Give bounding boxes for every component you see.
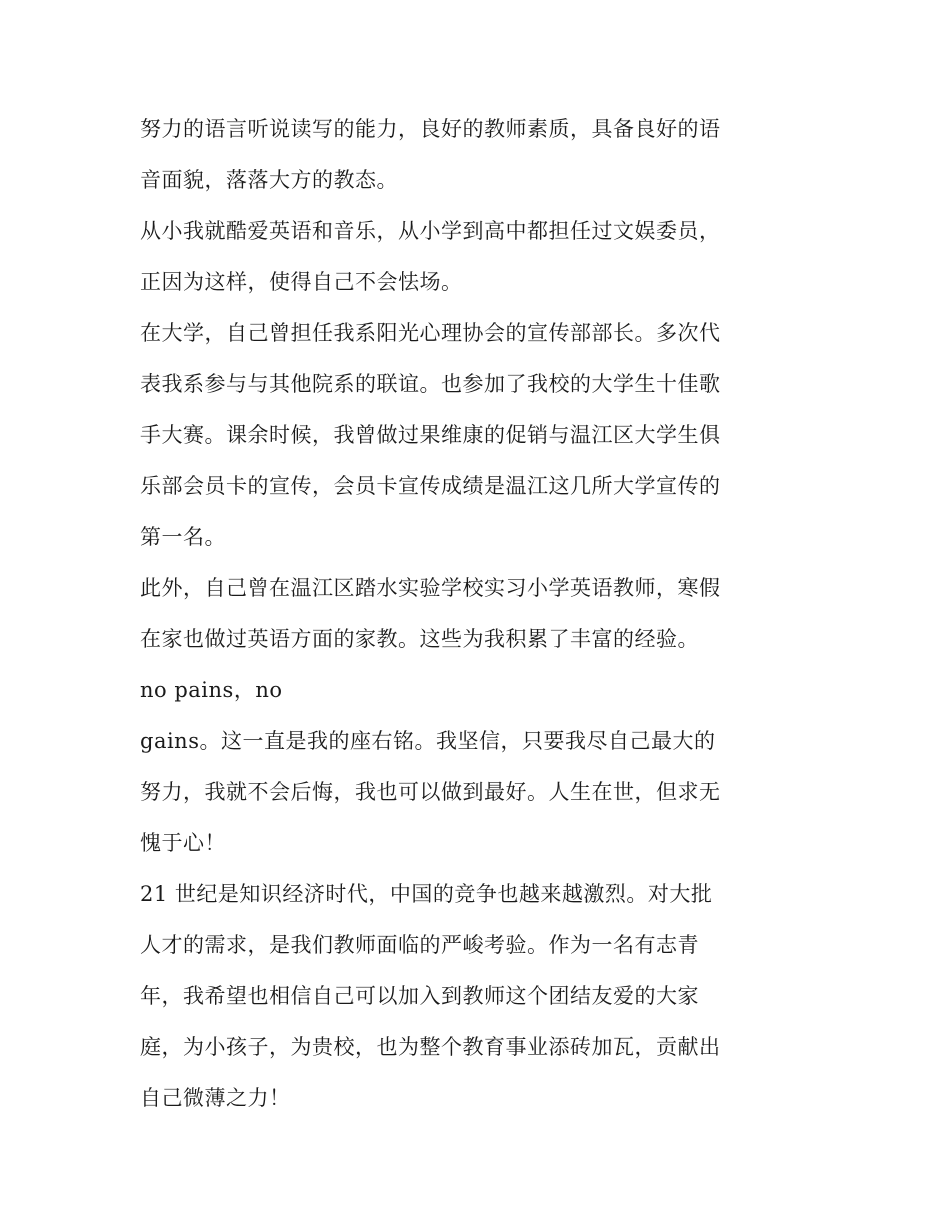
text-line: 努力，我就不会后悔，我也可以做到最好。人生在世，但求无 (140, 780, 721, 804)
text-line: 在大学，自己曾担任我系阳光心理协会的宣传部部长。多次代 (140, 321, 721, 345)
text-line: no pains，no (140, 678, 283, 702)
text-line: 庭，为小孩子，为贵校，也为整个教育事业添砖加瓦，贡献出 (140, 1035, 721, 1059)
document-body (140, 104, 820, 1124)
text-line: 21 世纪是知识经济时代，中国的竞争也越来越激烈。对大批 (140, 882, 713, 906)
text-line: 手大赛。课余时候，我曾做过果维康的促销与温江区大学生俱 (140, 423, 721, 447)
text-line: 正因为这样，使得自己不会怯场。 (140, 270, 463, 294)
text-line: 人才的需求，是我们教师面临的严峻考验。作为一名有志青 (140, 933, 699, 957)
text-line: gains。这一直是我的座右铭。我坚信，只要我尽自己最大的 (140, 729, 716, 753)
text-line: 表我系参与与其他院系的联谊。也参加了我校的大学生十佳歌 (140, 372, 721, 396)
text-line: 从小我就酷爱英语和音乐，从小学到高中都担任过文娱委员， (140, 219, 721, 243)
text-line: 自己微薄之力！ (140, 1086, 291, 1110)
text-line: 年，我希望也相信自己可以加入到教师这个团结友爱的大家 (140, 984, 699, 1008)
text-line: 此外，自己曾在温江区踏水实验学校实习小学英语教师，寒假 (140, 576, 721, 600)
text-line: 音面貌，落落大方的教态。 (140, 168, 398, 192)
text-line: 在家也做过英语方面的家教。这些为我积累了丰富的经验。 (140, 627, 699, 651)
text-line: 努力的语言听说读写的能力，良好的教师素质，具备良好的语 (140, 117, 721, 141)
text-line: 第一名。 (140, 525, 226, 549)
text-line: 乐部会员卡的宣传，会员卡宣传成绩是温江这几所大学宣传的 (140, 474, 721, 498)
text-line: 愧于心！ (140, 831, 226, 855)
